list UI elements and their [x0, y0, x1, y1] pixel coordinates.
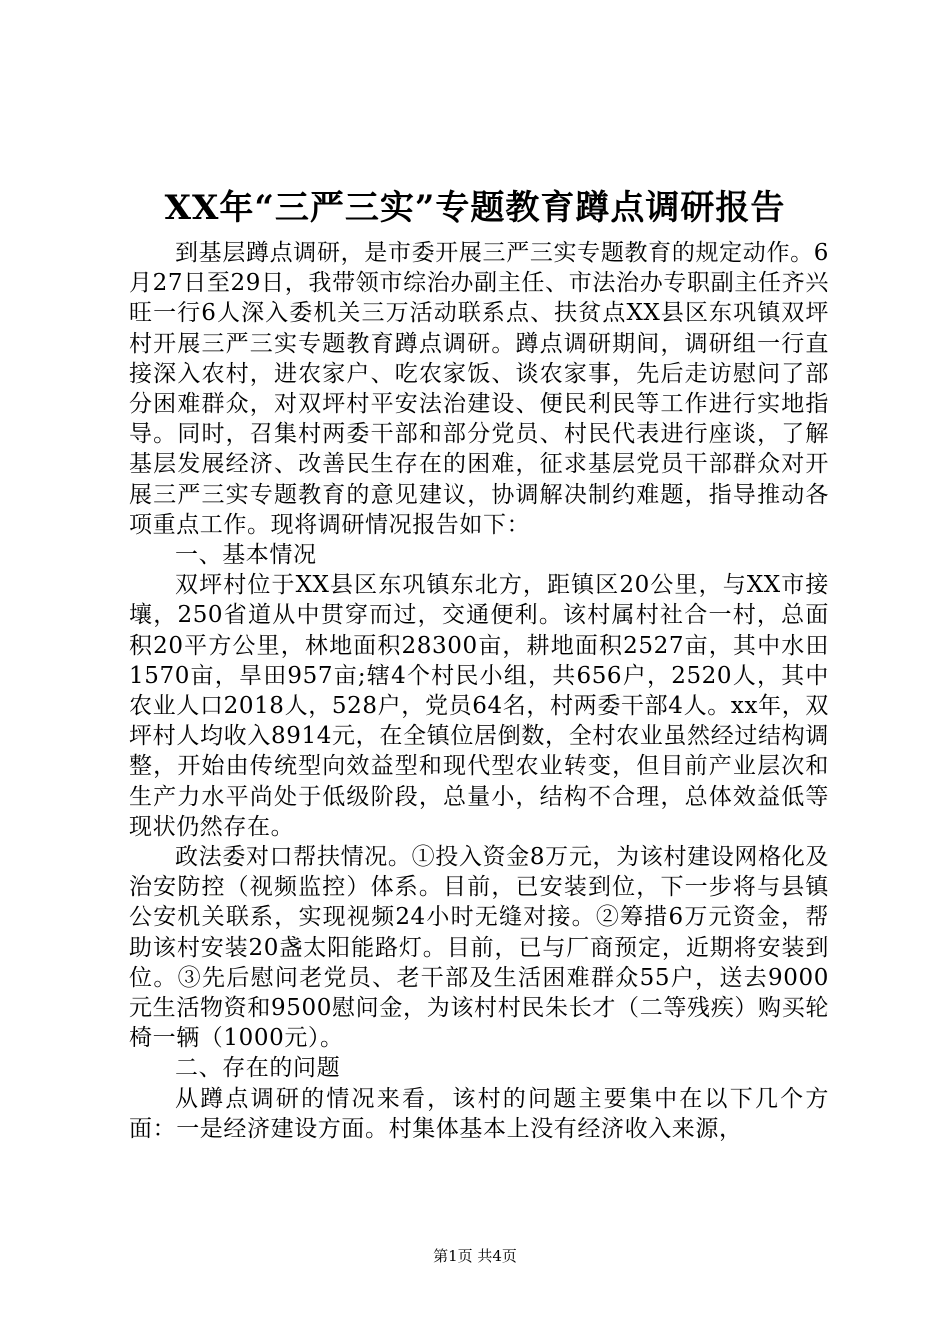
- document-title: XX年“三严三实”专题教育蹲点调研报告: [164, 188, 786, 228]
- paragraph-intro: 到基层蹲点调研，是市委开展三严三实专题教育的规定动作。6月27日至29日，我带领市综治办副主任、市法治办专职副主任齐兴旺一行6人深入委机关三万活动联系点、扶贫点XX县区东巩镇双坪村开展三严三实专题教育蹲点调研。蹲点调研期间，调研组一行直接深入农村，进农家户、吃农家饭、谈农家事，先后走访慰问了部分困难群众，对双坪村平安法治建设、便民利民等工作进行实地指导。同时，召集村两委干部和部分党员、村民代表进行座谈，了解基层发展经济、改善民生存在的困难，征求基层党员干部群众对开展三严三实专题教育的意见建议，协调解决制约难题，指导推动各项重点工作。现将调研情况报告如下：: [129, 240, 829, 538]
- section-heading-basic-situation: 一、基本情况: [175, 542, 317, 569]
- page-footer: 第1页 共4页: [433, 1247, 517, 1265]
- document-body: [129, 238, 829, 1144]
- paragraph-assistance: 政法委对口帮扶情况。①投入资金8万元，为该村建设网格化及治安防控（视频监控）体系。目前，已安装到位，下一步将与县镇公安机关联系，实现视频24小时无缝对接。②筹措6万元资金，帮助该村安装20盏太阳能路灯。目前，已与厂商预定，近期将安装到位。③先后慰问老党员、老干部及生活困难群众55户，送去9000元生活物资和9500慰问金，为该村村民朱长才（二等残疾）购买轮椅一辆（1000元）。: [129, 844, 829, 1052]
- section-heading-problems: 二、存在的问题: [175, 1055, 341, 1082]
- paragraph-problems: 从蹲点调研的情况来看，该村的问题主要集中在以下几个方面：一是经济建设方面。村集体基本上没有经济收入来源，: [129, 1085, 829, 1142]
- paragraph-basic-situation: 双坪村位于XX县区东巩镇东北方，距镇区20公里，与XX市接壤，250省道从中贯穿而过，交通便利。该村属村社合一村，总面积20平方公里，林地面积28300亩，耕地面积2527亩，其中水田1570亩，旱田957亩;辖4个村民小组，共656户，2520人，其中农业人口2018人，528户，党员64名，村两委干部4人。xx年，双坪村人均收入8914元，在全镇位居倒数，全村农业虽然经过结构调整，开始由传统型向效益型和现代型农业转变，但目前产业层次和生产力水平尚处于低级阶段，总量小，结构不合理，总体效益低等现状仍然存在。: [129, 572, 829, 840]
